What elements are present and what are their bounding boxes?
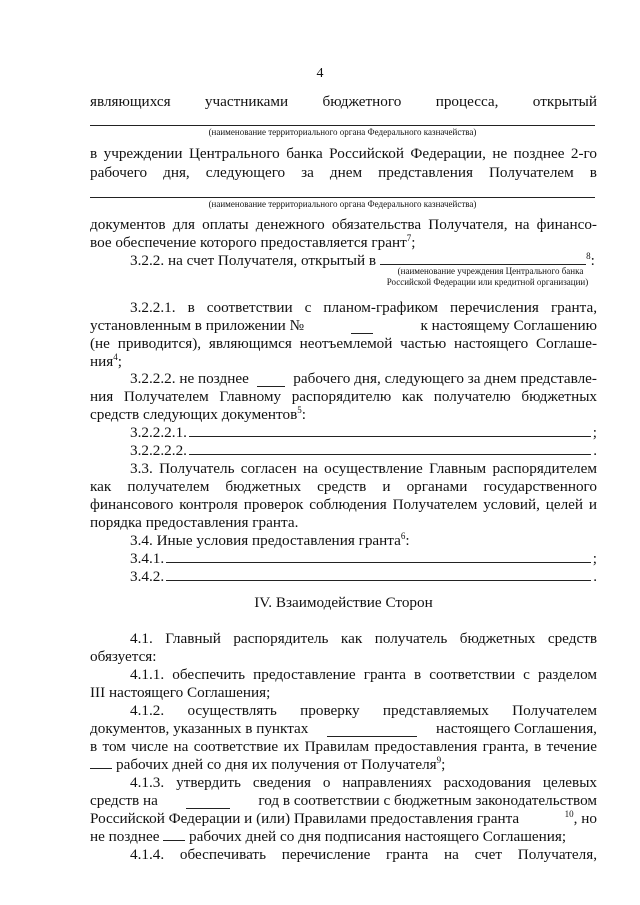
text-line: документов, указанных в пунктах настоящего Соглашения, (90, 720, 597, 737)
word: дня, (163, 164, 190, 181)
word: рабочего (90, 164, 148, 181)
text-line: 4.1.3. утвердить сведения о направлениях расходования целевых (130, 774, 597, 791)
text-line: 4.1.1. обеспечить предоставление гранта в соответствии с разделом (130, 666, 597, 683)
text-line: 3.2.2.2. не позднее рабочего дня, следующего за днем представле- (130, 370, 597, 387)
text-line: 3.4. Иные условия предоставления гранта$^6$: (130, 530, 410, 549)
text-line: как получателем бюджетных средств и органами государственного (90, 478, 597, 495)
text-line: 4.1.4. обеспечивать перечисление гранта на счет Получателя, (130, 846, 597, 863)
text-line: 3.3. Получатель согласен на осуществление Главным распорядителем (130, 460, 597, 477)
text-line: 4.1.2. осуществлять проверку представляемых Получателем (130, 702, 597, 719)
text-line: 3.2.2. на счет Получателя, открытый в $^8$: (130, 250, 595, 269)
text-line: порядка предоставления гранта. (90, 514, 299, 531)
text-line: ния$^4$; (90, 351, 122, 370)
text-line: не позднее рабочих дней со дня подписания настоящего Соглашения; (90, 828, 567, 845)
text-line: 3.2.2.1. в соответствии с планом-графиком перечисления гранта, (130, 299, 597, 316)
text-line (90, 164, 597, 182)
text-line: (не приводится), являющимся неотъемлемой частью настоящего Соглаше- (90, 335, 597, 352)
list-item: 3.2.2.2.1. ; (130, 424, 597, 441)
text-line: установленным в приложении № к настоящему Соглашению (90, 317, 597, 334)
text-line: ния Получателем Главному распорядителю как получателю бюджетных (90, 388, 597, 405)
section-heading: IV. Взаимодействие Сторон (254, 594, 433, 611)
field-caption: (наименование территориального органа Федерального казначейства) (208, 199, 477, 209)
text-line (90, 93, 597, 111)
text-line: III настоящего Соглашения; (90, 684, 271, 701)
word: открытый (532, 93, 597, 110)
text-line: рабочих дней со дня их получения от Получателя$^9$; (90, 756, 597, 774)
word: в (589, 164, 597, 181)
text-line: в том числе на соответствие их Правилам предоставления гранта, в течение (90, 738, 597, 755)
list-item: 3.4.1. ; (130, 550, 597, 567)
word: являющихся (90, 93, 171, 110)
word: следующего (205, 164, 286, 181)
word: представления (378, 164, 473, 181)
field-caption: (наименование территориального органа Федерального казначейства) (208, 127, 477, 137)
list-item: 3.2.2.2.2. . (130, 442, 597, 459)
field-caption: Российской Федерации или кредитной организации) (386, 277, 589, 287)
text-line: финансового контроля проверок соблюдения Получателем условий, целей и (90, 496, 597, 513)
field-caption: (наименование учреждения Центрального банка (397, 266, 584, 276)
fill-line (90, 125, 595, 126)
text-line: обязуется: (90, 648, 157, 665)
text-line: документов для оплаты денежного обязательства Получателя, на финансо- (90, 216, 597, 233)
list-item: 3.4.2. . (130, 568, 597, 585)
text-line: в учреждении Центрального банка Российской Федерации, не позднее 2-го (90, 145, 597, 162)
text-line: средств на год в соответствии с бюджетным законодательством (90, 792, 597, 809)
word: бюджетного (322, 93, 402, 110)
word: за (301, 164, 314, 181)
word: процесса, (435, 93, 499, 110)
word: Получателем (488, 164, 574, 181)
word: участниками (204, 93, 289, 110)
word: днем (329, 164, 363, 181)
fill-line (90, 197, 595, 198)
page-number: 4 (316, 66, 324, 81)
text-line: вое обеспечение которого предоставляется грант$^7$; (90, 232, 416, 251)
text-line: Российской Федерации и (или) Правилами предоставления гранта $^{10}$, но (90, 808, 597, 827)
text-line: средств следующих документов$^5$: (90, 404, 306, 423)
text-line: 4.1. Главный распорядитель как получатель бюджетных средств (130, 630, 597, 647)
